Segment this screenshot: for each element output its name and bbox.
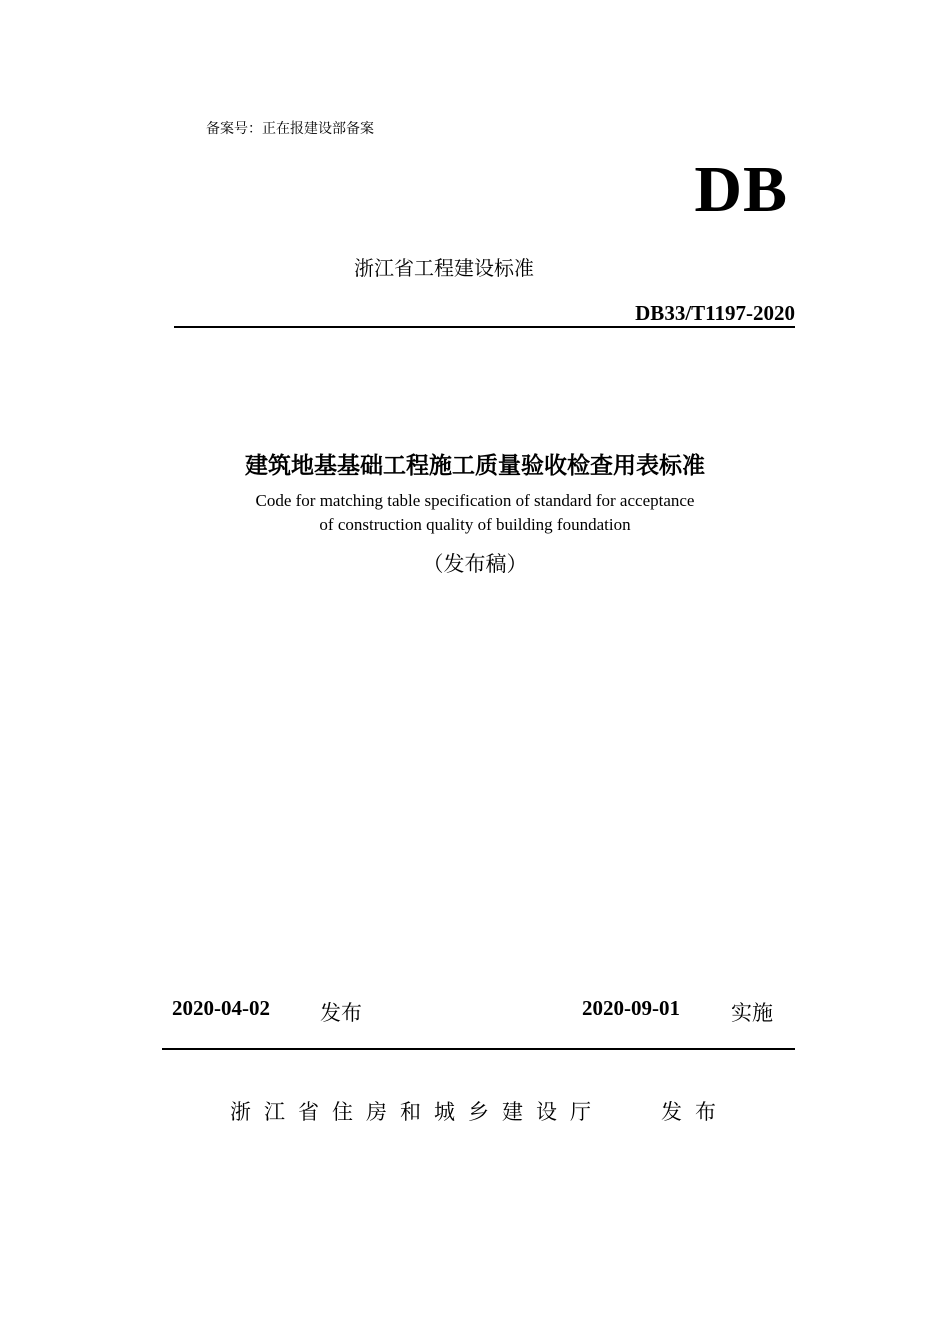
title-english-line-1: Code for matching table specification of standard for acceptance bbox=[255, 491, 695, 510]
implement-label: 实施 bbox=[731, 1001, 773, 1025]
title-english bbox=[0, 489, 950, 537]
bottom-divider bbox=[162, 1048, 795, 1050]
standard-type: 浙江省工程建设标准 bbox=[354, 256, 534, 280]
publisher-name: 浙江省住房和城乡建设厅 bbox=[230, 1100, 604, 1124]
db-logo: DB bbox=[694, 153, 788, 226]
issue-date: 2020-04-02 bbox=[172, 996, 270, 1020]
publisher-action: 发布 bbox=[661, 1100, 729, 1124]
draft-note: （发布稿） bbox=[422, 552, 528, 576]
standard-number: DB33/T1197-2020 bbox=[635, 301, 795, 325]
implement-date: 2020-09-01 bbox=[582, 996, 680, 1020]
filing-record: 备案号：正在报建设部备案 bbox=[206, 121, 374, 137]
title-english-line-2: of construction quality of building foundation bbox=[319, 515, 631, 534]
issue-label: 发布 bbox=[320, 1001, 362, 1025]
title-chinese: 建筑地基基础工程施工质量验收检查用表标准 bbox=[245, 453, 705, 479]
top-divider bbox=[174, 326, 795, 328]
